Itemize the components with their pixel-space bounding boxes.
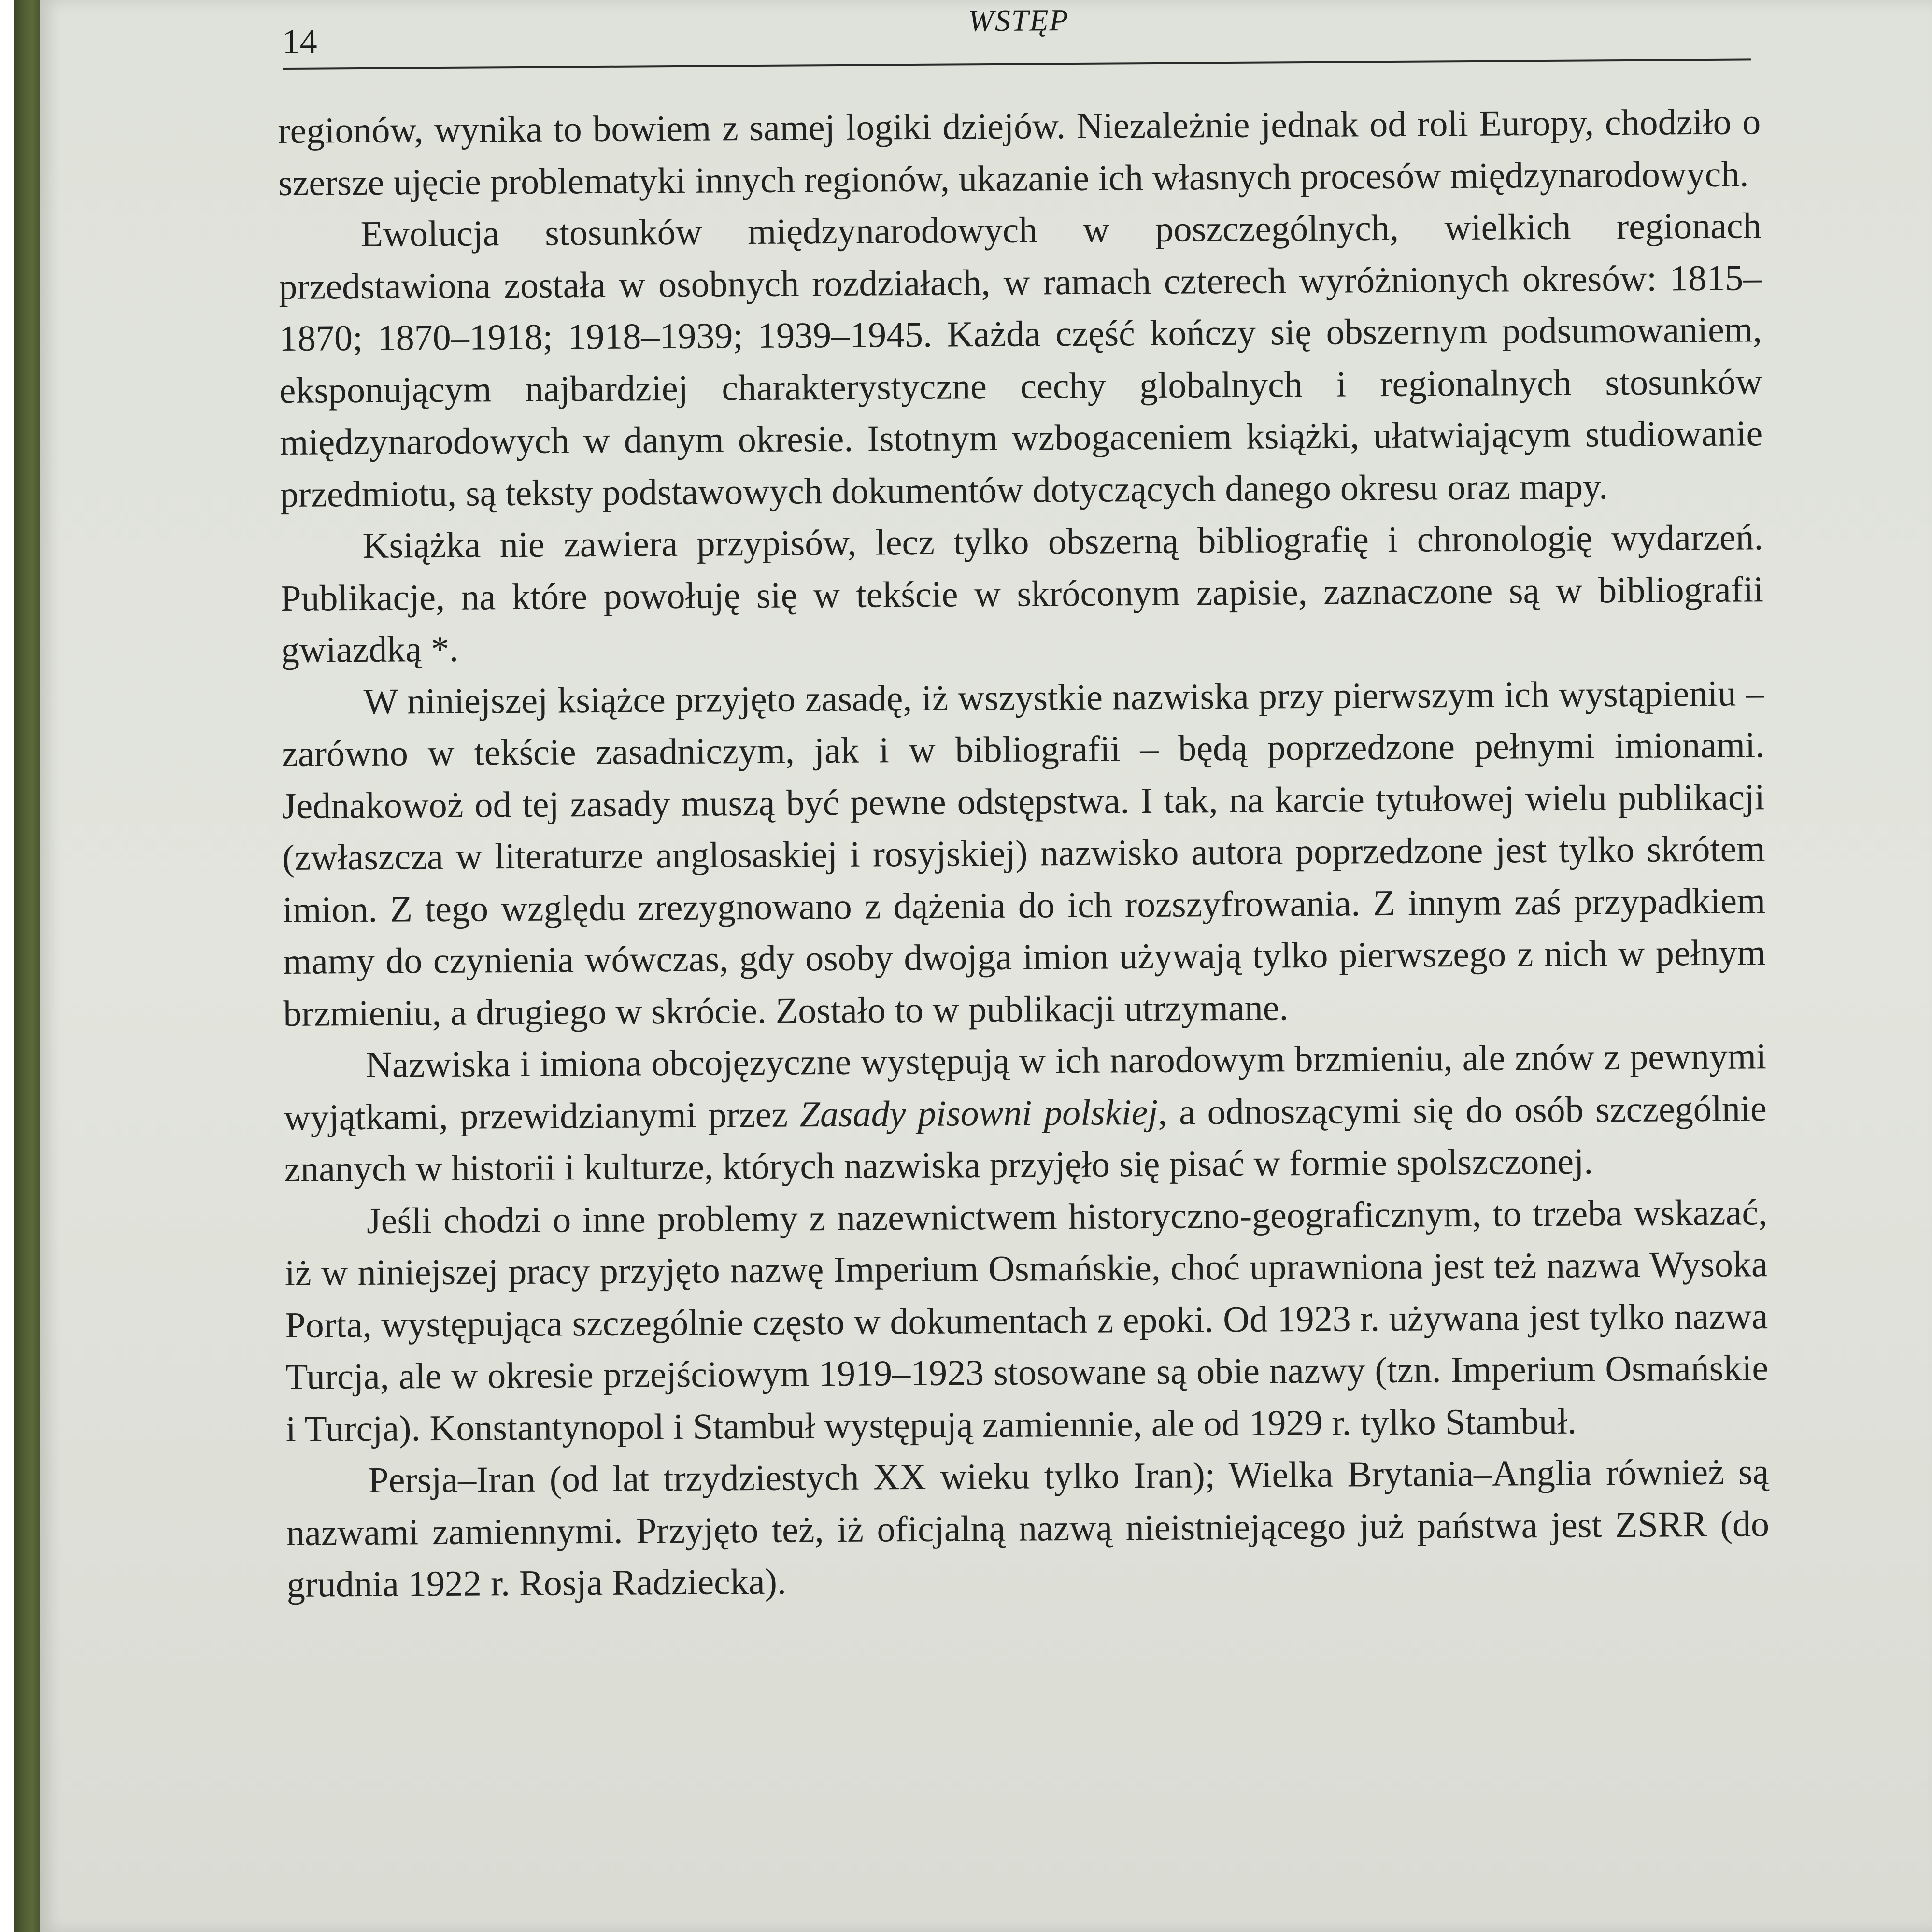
- paragraph: Jeśli chodzi o inne problemy z nazewnictwem historyczno-geograficznym, to trzeba wskazać, iż w niniejszej pracy przyjęto nazwę Imperium Osmańskie, choć uprawniona jest też nazwa Wysoka Porta, występująca szczególnie często w dokumentach z epoki. Od 1923 r. używana jest tylko nazwa Turcja, ale w okresie przejściowym 1919–1923 stosowane są obie nazwy (tzn. Imperium Osmańskie i Turcja). Konstantynopol i Stambuł występują zamiennie, ale od 1929 r. tylko Stambuł.: [284, 1192, 1769, 1449]
- paragraph: Ewolucja stosunków międzynarodowych w poszczególnych, wielkich regionach przedstawiona została w osobnych rozdziałach, w ramach czterech wyróżnionych okresów: 1815–1870; 1870–1918; 1918–1939; 1939–1945. Każda część kończy się obszernym podsumowaniem, eksponującym najbardziej charakterystyczne cechy globalnych i regionalnych stosunków międzynarodowych w danym okresie. Istotnym wzbogaceniem książki, ułatwiającym studiowanie przedmiotu, są teksty podstawowych dokumentów dotyczących danego okresu oraz mapy.: [279, 205, 1763, 515]
- book-cover-edge: [14, 0, 40, 1932]
- italic-title: Zasady pisowni polskiej: [799, 1092, 1158, 1135]
- page-header: [282, 0, 1751, 70]
- paragraph-text: Nazwiska i imiona obcojęzyczne występują w ich narodowym brzmieniu, ale znów z pewnymi wyjątkami, przewidzianymi przez: [284, 1036, 1767, 1138]
- paragraph: regionów, wynika to bowiem z samej logiki dziejów. Niezależnie jednak od roli Europy, chodziło o szersze ujęcie problematyki innych regionów, ukazanie ich własnych procesów międzynarodowych.: [278, 101, 1761, 203]
- paragraph: Persja–Iran (od lat trzydziestych XX wieku tylko Iran); Wielka Brytania–Anglia również są nazwami zamiennymi. Przyjęto też, iż oficjalną nazwą nieistniejącego już państwa jest ZSRR (do grudnia 1922 r. Rosja Radziecka).: [286, 1451, 1770, 1605]
- body-text: [278, 96, 1770, 1611]
- running-head: WSTĘP: [968, 3, 1069, 38]
- page-number: 14: [282, 22, 317, 61]
- paragraph-text: , a odnoszącymi się do osób szczególnie znanych w historii i kulturze, których nazwiska przyjęło się pisać w formie spolszczonej.: [284, 1088, 1767, 1190]
- paragraph: [284, 1031, 1767, 1195]
- paragraph: W niniejszej książce przyjęto zasadę, iż wszystkie nazwiska przy pierwszym ich wystąpieniu – zarówno w tekście zasadniczym, jak i w bibliografii – będą poprzedzone pełnymi imionami. Jednakowoż od tej zasady muszą być pewne odstępstwa. I tak, na karcie tytułowej wielu publikacji (zwłaszcza w literaturze anglosaskiej i rosyjskiej) nazwisko autora poprzedzone jest tylko skrótem imion. Z tego względu zrezygnowano z dążenia do ich rozszyfrowania. Z innym zaś przypadkiem mamy do czynienia wówczas, gdy osoby dwojga imion używają tylko pierwszego z nich w pełnym brzmieniu, a drugiego w skrócie. Zostało to w publikacji utrzymane.: [281, 672, 1766, 1034]
- paragraph: Książka nie zawiera przypisów, lecz tylko obszerną bibliografię i chronologię wydarzeń. Publikacje, na które powołuję się w tekście w skróconym zapisie, zaznaczone są w bibliografii gwiazdką *.: [280, 517, 1764, 670]
